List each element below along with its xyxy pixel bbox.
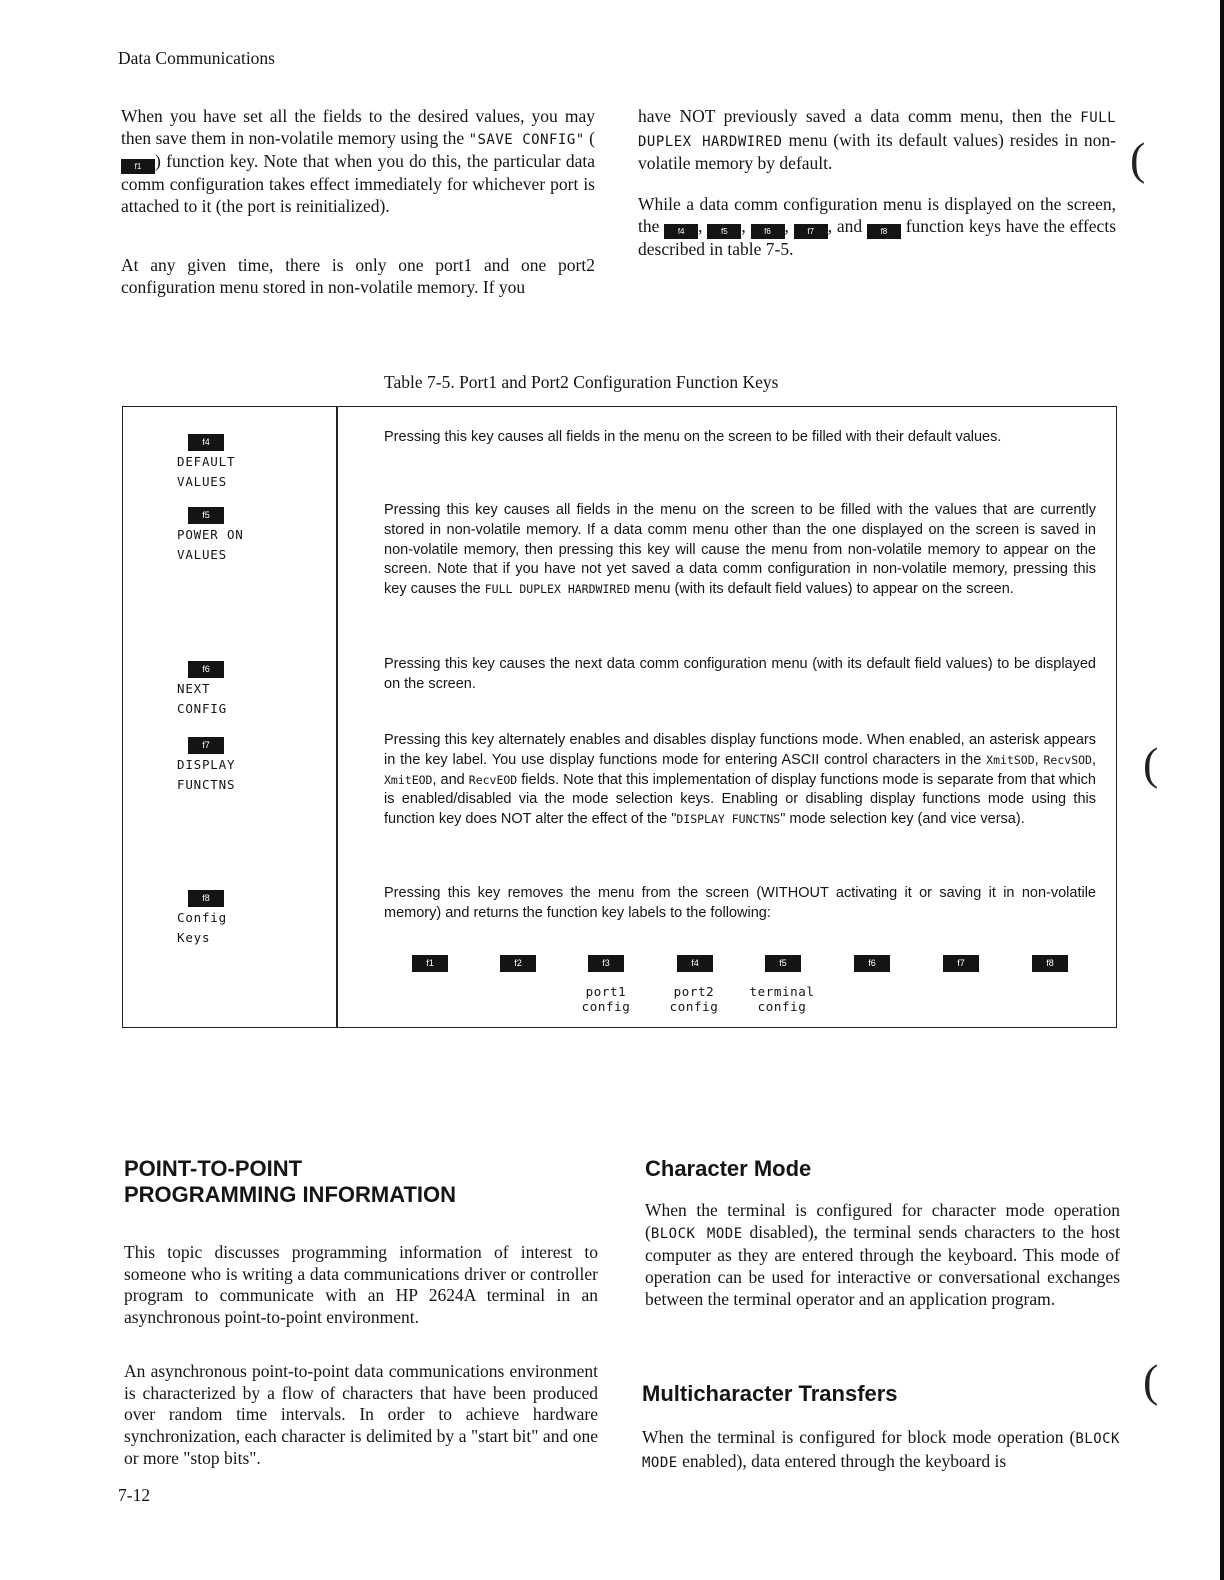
f1-key-icon: f1 bbox=[412, 955, 448, 972]
margin-mark-icon: ( bbox=[1130, 133, 1146, 184]
f3-key-icon: f3 bbox=[588, 955, 624, 972]
margin-mark-icon: ( bbox=[1143, 738, 1159, 789]
multicharacter-paragraph: When the terminal is configured for block mode operation (BLOCK MODE enabled), data entered through the keyboard is bbox=[642, 1427, 1120, 1471]
table-row-description: Pressing this key removes the menu from the screen (WITHOUT activating it or saving it in non-volatile memory) and returns the function key labels to the following: bbox=[384, 885, 1096, 921]
f8-key-icon: f8 bbox=[867, 224, 901, 239]
table-row: f7 DISPLAY FUNCTNS bbox=[177, 731, 235, 795]
table-row: f4 DEFAULT VALUES bbox=[177, 428, 235, 492]
section-heading: Multicharacter Transfers bbox=[642, 1381, 898, 1406]
f8-key-icon: f8 bbox=[188, 890, 224, 907]
table-row-description: Pressing this key causes the next data comm configuration menu (with its default field values) to be displayed on the screen. bbox=[384, 656, 1096, 692]
page-edge-line bbox=[1220, 0, 1224, 1580]
f5-key-icon: f5 bbox=[707, 224, 741, 239]
f6-key-icon: f6 bbox=[751, 224, 785, 239]
f5-key-icon: f5 bbox=[188, 507, 224, 524]
section-heading: Character Mode bbox=[645, 1156, 812, 1181]
margin-mark-icon: ( bbox=[1143, 1355, 1159, 1406]
character-mode-paragraph: When the terminal is configured for character mode operation (BLOCK MODE disabled), the terminal sends characters to the host computer as they are entered through the keyboard. This mode of operation can be used for interactive or conversational exchanges between the terminal operator and an application program. bbox=[645, 1200, 1120, 1309]
intro-paragraph-4: While a data comm configuration menu is displayed on the screen, the f4 , f5 , f6 , f7 , and f8 function keys have the effects described in table 7-5. bbox=[638, 194, 1117, 259]
intro-paragraph-2: At any given time, there is only one port1 and one port2 configuration menu stored in non-volatile memory. If you bbox=[121, 255, 595, 297]
table-row-description: Pressing this key causes all fields in the menu on the screen to be filled with their default values. bbox=[384, 429, 1002, 445]
table-row: f5 POWER ON VALUES bbox=[177, 501, 244, 565]
section-heading: POINT-TO-POINT PROGRAMMING INFORMATION bbox=[124, 1156, 457, 1207]
f7-key-icon: f7 bbox=[943, 955, 979, 972]
f4-key-label: port2 config bbox=[669, 984, 719, 1014]
f1-key-icon: f1 bbox=[121, 159, 155, 174]
table-row-description: Pressing this key alternately enables and disables display functions mode. When enabled, an asterisk appears in the key label. You use display functions mode for entering ASCII control characters in the XmitSOD, RecvSOD, XmitEOD, and RecvEOD fields. Note that this implementation of display functions mode is separate from that which is enabled/disabled via the mode selection keys. Enabling or disabling display functions mode using this function key does NOT alter the effect of the "DISPLAY FUNCTNS" mode selection key (and vice versa). bbox=[384, 732, 1096, 828]
table-row: f8 Config Keys bbox=[177, 884, 227, 948]
page-number: 7-12 bbox=[118, 1485, 151, 1505]
f2-key-icon: f2 bbox=[500, 955, 536, 972]
f5-key-icon: f5 bbox=[765, 955, 801, 972]
f4-key-icon: f4 bbox=[677, 955, 713, 972]
table-caption: Table 7-5. Port1 and Port2 Configuration Function Keys bbox=[384, 372, 779, 392]
f7-key-icon: f7 bbox=[188, 737, 224, 754]
f6-key-icon: f6 bbox=[188, 661, 224, 678]
function-key-table bbox=[122, 406, 1117, 1028]
running-header: Data Communications bbox=[118, 48, 275, 68]
f7-key-icon: f7 bbox=[794, 224, 828, 239]
f6-key-icon: f6 bbox=[854, 955, 890, 972]
intro-paragraph-3: have NOT previously saved a data comm menu, then the FULL DUPLEX HARDWIRED menu (with its default values) resides in non-volatile memory by default. bbox=[638, 106, 1117, 174]
table-column-divider bbox=[336, 406, 338, 1028]
f8-key-icon: f8 bbox=[1032, 955, 1068, 972]
table-row-description: Pressing this key causes all fields in the menu on the screen to be filled with the values that are currently stored in non-volatile memory. If a data comm menu other than the one displayed on the screen is saved in non-volatile memory, then pressing this key will cause the menu from non-volatile memory to appear on the screen. Note that if you have not yet saved a data comm configuration in non-volatile memory, pressing this key causes the FULL DUPLEX HARDWIRED menu (with its default field values) to appear on the screen. bbox=[384, 502, 1096, 598]
table-row: f6 NEXT CONFIG bbox=[177, 655, 227, 719]
f3-key-label: port1 config bbox=[581, 984, 631, 1014]
ptp-paragraph-2: An asynchronous point-to-point data communications environment is characterized by a flow of characters that have been produced over random time intervals. In order to achieve hardware synchronization, each character is delimited by a "start bit" and one or more "stop bits". bbox=[124, 1361, 598, 1468]
f5-key-label: terminal config bbox=[749, 984, 815, 1014]
intro-paragraph-1: When you have set all the fields to the desired values, you may then save them in non-volatile memory using the "SAVE CONFIG" (f1 ) function key. Note that when you do this, the particular data comm configuration takes effect immediately for whichever port is attached to it (the port is reinitialized). bbox=[121, 106, 596, 217]
f4-key-icon: f4 bbox=[188, 434, 224, 451]
ptp-paragraph-1: This topic discusses programming information of interest to someone who is writing a data communications driver or controller program to communicate with an HP 2624A terminal in an asynchronous point-to-point environment. bbox=[124, 1242, 598, 1328]
f4-key-icon: f4 bbox=[664, 224, 698, 239]
